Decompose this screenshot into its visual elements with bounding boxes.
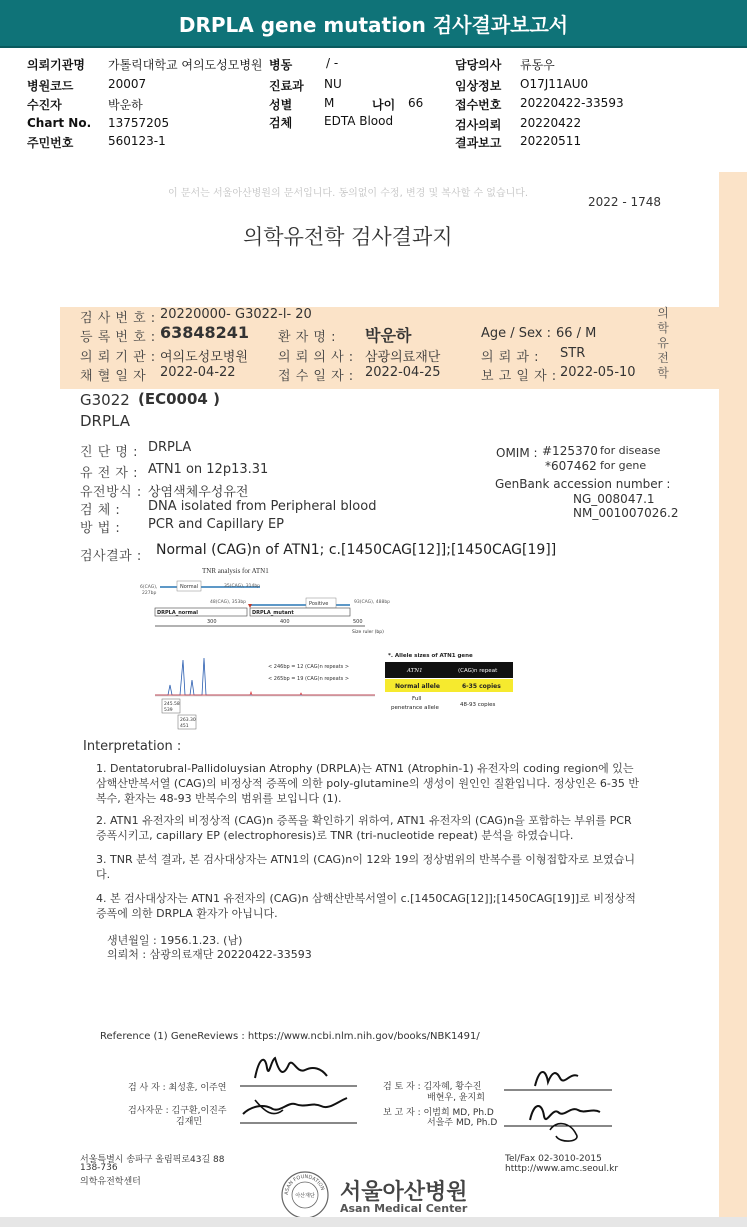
reg-no-label: 등 록 번 호 : <box>80 330 156 345</box>
title-divider <box>0 46 747 48</box>
request-value: 20220422 <box>520 116 582 130</box>
normal-upper-label: 35(CAG), 314bp <box>224 584 261 589</box>
allele-full-label-1: Full <box>412 696 422 702</box>
collect-date-label: 채 혈 일 자 <box>80 369 147 384</box>
diagnosis-label: 진 단 명 : <box>80 445 138 460</box>
receive-date-label: 접 수 일 자 : <box>278 369 354 384</box>
advisor-signature <box>235 1088 360 1128</box>
req-dept-value: STR <box>560 346 586 361</box>
interpretation-paragraph-3: 3. TNR 분석 결과, 본 검사대상자는 ATN1의 (CAG)n이 12와 19의 정상범위의 반복수를 이형접합자로 보였습니다. <box>96 853 636 881</box>
diagnosis-value: DRPLA <box>148 440 192 455</box>
tick-300: 300 <box>207 619 217 625</box>
left-length-label-2: 227bp <box>142 591 157 596</box>
reporter-names-2: 서을주 MD, Ph.D <box>427 1118 498 1128</box>
allele-col-2: (CAG)n repeat <box>458 668 498 674</box>
address-line-3: 의학유전학센터 <box>80 1177 141 1187</box>
report-label: 결과보고 <box>455 136 502 150</box>
address-line-2: 138-736 <box>80 1163 118 1173</box>
patient-value: 박운하 <box>108 98 143 112</box>
positive-upper-label: 93(CAG), 488bp <box>354 600 391 605</box>
size-ruler-label: Size ruler (bp) <box>352 630 384 635</box>
inheritance-value: 상염색체우성유전 <box>148 485 249 500</box>
gene-label: 유 전 자 : <box>80 466 138 481</box>
positive-box-label: Positive <box>309 601 329 607</box>
report-title: 의학유전학 검사결과지 <box>243 225 453 249</box>
dept-label: 진료과 <box>269 79 304 93</box>
genbank-label: GenBank accession number : <box>495 477 671 491</box>
interpretation-paragraph-2: 2. ATN1 유전자의 비정상적 (CAG)n 증폭을 확인하기 위하여, ATN1 유전자의 (CAG)n을 포함하는 부위를 PCR 증폭시키고, capillary EP (electrophoresis)로 TNR (tri-nucleotide repeat) 분석을 하였습니다. <box>96 814 632 842</box>
report-value: 20220511 <box>520 134 582 148</box>
specimen-label: 검체 <box>269 116 293 130</box>
requester-info: 의뢰처 : 삼광의료재단 20220422-33593 <box>107 948 312 961</box>
advisor-names: 검사자문 : 김구환,이진주 <box>128 1106 227 1116</box>
exam-no-value: 20220000- G3022-l- 20 <box>160 307 312 322</box>
interpretation-label: Interpretation : <box>83 739 182 754</box>
resident-label: 주민번호 <box>27 136 74 150</box>
report-date-label: 보 고 일 자 : <box>481 369 557 384</box>
specimen-value: DNA isolated from Peripheral blood <box>148 499 377 514</box>
req-inst-value: 여의도성모병원 <box>160 350 248 365</box>
electropherogram <box>150 655 380 735</box>
req-doc-value: 삼광의료재단 <box>365 350 441 365</box>
page-title: DRPLA gene mutation 검사결과보고서 <box>0 0 747 46</box>
asan-foundation-logo <box>280 1170 330 1220</box>
age-sex-label: Age / Sex : <box>481 326 552 341</box>
request-label: 검사의뢰 <box>455 118 502 132</box>
omim-label: OMIM : <box>496 446 538 460</box>
dept-value: NU <box>324 77 342 91</box>
doctor-label: 담당의사 <box>455 58 502 72</box>
reporter-signature <box>500 1090 615 1145</box>
drpla-mutant-label: DRPLA_mutant <box>252 610 294 616</box>
omim-disease-id: #125370 <box>542 444 598 458</box>
method-value: PCR and Capillary EP <box>148 517 284 532</box>
positive-lower-label: 48(CAG), 353bp <box>210 600 247 605</box>
specimen-label: 검 체 : <box>80 503 121 518</box>
peak-1-height: 539 <box>164 708 173 713</box>
allele-table-title: *. Allele sizes of ATN1 gene <box>388 653 473 659</box>
logo-ring-text: ASAN FOUNDATION <box>283 1173 326 1196</box>
bottom-strip <box>0 1217 747 1227</box>
tester-signature <box>235 1050 360 1090</box>
omim-disease-note: for disease <box>600 444 661 457</box>
test-code: G3022 <box>80 391 130 409</box>
patient-label: 수진자 <box>27 98 62 112</box>
doctor-value: 류동우 <box>520 58 555 72</box>
reviewer-names: 검 토 자 : 김자혜, 황수진 <box>383 1082 482 1092</box>
institution-label: 의뢰기관명 <box>27 58 85 72</box>
test-name: DRPLA <box>80 412 130 430</box>
repeat-result-1: < 246bp = 12 (CAG)n repeats > <box>268 664 350 670</box>
allele-size-table <box>385 649 520 721</box>
receipt-value: 20220422-33593 <box>520 96 624 110</box>
allele-col-1: ATN1 <box>407 668 423 674</box>
chart-value: 13757205 <box>108 116 170 130</box>
peak-2-size: 263.30 <box>180 718 196 723</box>
reg-no-value: 63848241 <box>160 323 250 342</box>
reference-text: Reference (1) GeneReviews : https://www.ncbi.nlm.nih.gov/books/NBK1491/ <box>100 1031 480 1042</box>
receipt-label: 접수번호 <box>455 98 502 112</box>
hospital-name: 서울아산병원 <box>340 1180 468 1205</box>
patient-name-value: 박운하 <box>365 326 412 345</box>
age-value: 66 <box>408 96 424 110</box>
institution-value: 가톨릭대학교 여의도성모병원 <box>108 58 263 72</box>
peak-2-height: 451 <box>180 724 189 729</box>
interpretation-paragraph-4: 4. 본 검사대상자는 ATN1 유전자의 (CAG)n 삼핵산반복서열이 c.[1450CAG[12]];[1450CAG[19]]로 비정상적 증폭에 의한 DRPLA 환자가 아닙니다. <box>96 892 636 920</box>
genbank-nm: NM_001007026.2 <box>573 506 679 520</box>
tick-500: 500 <box>353 619 363 625</box>
inheritance-label: 유전방식 : <box>80 485 142 500</box>
collect-date-value: 2022-04-22 <box>160 365 236 380</box>
omim-gene-note: for gene <box>600 459 647 472</box>
test-code-secondary: (EC0004 ) <box>138 390 220 408</box>
drpla-normal-label: DRPLA_normal <box>157 610 198 616</box>
doc-number: 2022 - 1748 <box>588 195 662 209</box>
req-doc-label: 의 뢰 의 사 : <box>278 350 354 365</box>
birth-date: 생년월일 : 1956.1.23. (남) <box>107 934 243 947</box>
age-sex-value: 66 / M <box>556 326 597 341</box>
specimen-value: EDTA Blood <box>324 114 394 128</box>
reporter-names: 보 고 자 : 이범희 MD, Ph.D <box>383 1108 494 1118</box>
clinical-label: 임상정보 <box>455 79 502 93</box>
allele-full-range: 48-93 copies <box>460 702 496 708</box>
advisor-names-2: 김재민 <box>176 1117 203 1127</box>
gene-value: ATN1 on 12p13.31 <box>148 462 269 477</box>
receive-date-value: 2022-04-25 <box>365 365 441 380</box>
age-label: 나이 <box>372 98 396 112</box>
side-vertical-label: 의학유전학 <box>657 306 669 380</box>
trace-red <box>155 692 375 695</box>
allele-normal-range: 6-35 copies <box>462 683 501 690</box>
allele-normal-label: Normal allele <box>395 683 440 690</box>
hospital-code-value: 20007 <box>108 77 147 91</box>
tel-fax: Tel/Fax 02-3010-2015 <box>505 1154 602 1164</box>
clinical-value: O17J11AU0 <box>520 77 589 91</box>
allele-full-label-2: penetrance allele <box>391 705 439 711</box>
result-value: Normal (CAG)n of ATN1; c.[1450CAG[12]];[1450CAG[19]] <box>156 542 557 558</box>
patient-name-label: 환 자 명 : <box>278 330 336 345</box>
ward-label: 병동 <box>269 58 293 72</box>
normal-box-label: Normal <box>180 584 199 590</box>
sex-label: 성별 <box>269 98 293 112</box>
logo-inner-text: 아산재단 <box>295 1193 315 1199</box>
reviewer-names-2: 배현우, 윤지희 <box>427 1093 485 1103</box>
report-date-value: 2022-05-10 <box>560 365 636 380</box>
sex-value: M <box>324 96 335 110</box>
req-inst-label: 의 뢰 기 관 : <box>80 350 156 365</box>
genbank-ng: NG_008047.1 <box>573 492 655 506</box>
interpretation-paragraph-1: 1. Dentatorubral-Pallidoluysian Atrophy (DRPLA)는 ATN1 (Atrophin-1) 유전자의 coding region에 있는 삼핵산반복서열 (CAG)의 비정상적 증폭에 의한 poly-glutamine의 생성이 원인인 질환입니다. 정상인은 6-35 반복수, 환자는 48-93 반복수의 범위를 보입니다 (1). <box>96 762 639 805</box>
report-side-strip <box>719 172 747 1217</box>
repeat-result-2: < 265bp = 19 (CAG)n repeats > <box>268 676 350 682</box>
tester-names: 검 사 자 : 최성훈, 이주연 <box>128 1083 227 1093</box>
peak-1-size: 245.58 <box>164 702 180 707</box>
tnr-title: TNR analysis for ATN1 <box>202 567 269 575</box>
hospital-code-label: 병원코드 <box>27 79 74 93</box>
ward-value: / - <box>326 56 339 70</box>
omim-gene-id: *607462 <box>545 459 597 473</box>
exam-no-label: 검 사 번 호 : <box>80 311 156 326</box>
hospital-name-en: Asan Medical Center <box>340 1202 468 1215</box>
left-length-label-1: 6(CAG), <box>140 585 158 590</box>
tick-400: 400 <box>280 619 290 625</box>
result-label: 검사결과 : <box>80 549 142 564</box>
tnr-analysis-figure <box>140 563 391 643</box>
chart-label: Chart No. <box>27 116 92 130</box>
resident-value: 560123-1 <box>108 134 166 148</box>
watermark-text: 이 문서는 서울아산병원의 문서입니다. 동의없이 수정, 변경 및 복사할 수 없습니다. <box>168 188 529 199</box>
address-line-1: 서울특별시 송파구 올림픽로43길 88 <box>80 1155 225 1165</box>
website-url: htttp://www.amc.seoul.kr <box>505 1164 619 1174</box>
method-label: 방 법 : <box>80 521 121 536</box>
req-dept-label: 의 뢰 과 : <box>481 350 539 365</box>
